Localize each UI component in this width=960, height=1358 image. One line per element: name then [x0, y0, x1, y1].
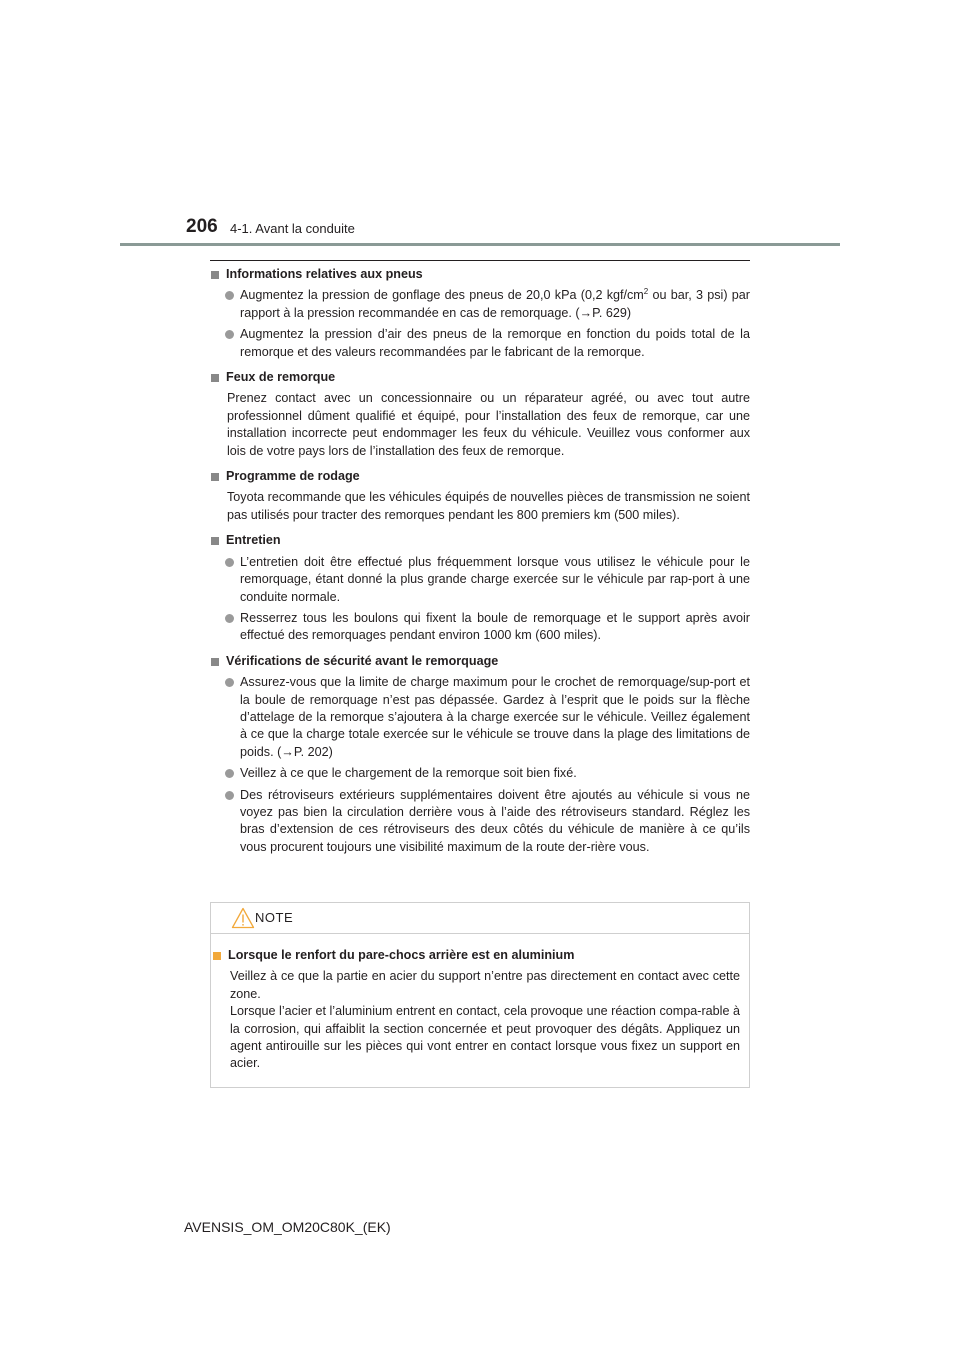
bullet-item: Assurez-vous que la limite de charge maximum pour le crochet de remorquage/sup-port et la boule de remorquage n’est pas dépassée. Gardez à l’esprit que le poids sur la flèche d’attelage de la remorque s’ajoutera à la charge exercée sur le véhicule. Veillez également à ce que la charge totale exercée sur le véhicule se trouve dans la plage des limitations de poids. (→P. 202) [210, 674, 750, 761]
dot-bullet-icon [225, 330, 234, 339]
dot-bullet-icon [225, 678, 234, 687]
section-paragraph: Prenez contact avec un concessionnaire ou un réparateur agréé, ou avec tout autre professionnel dûment qualifié et équipé, pour l’installation des feux de remorque, car une installation incorrecte peut endommager les feux du véhicule. Veuillez vous conformer aux lois de votre pays lors de l’installation des feux de remorque. [227, 391, 750, 458]
bullet-item: L’entretien doit être effectué plus fréquemment lorsque vous utilisez le véhicule pour le remorquage, étant donné la plus grande charge exercée sur le véhicule par rap-port à une conduite normale. [210, 554, 750, 606]
note-box [210, 902, 750, 1088]
dot-bullet-icon [225, 614, 234, 623]
section-heading: Entretien [210, 532, 750, 549]
page-number: 206 [186, 216, 218, 237]
section-trailer-lights [210, 369, 750, 460]
square-bullet-icon [211, 271, 219, 279]
header-rule [120, 243, 840, 246]
dot-bullet-icon [225, 291, 234, 300]
dot-bullet-icon [225, 791, 234, 800]
dot-bullet-icon [225, 769, 234, 778]
warning-triangle-icon [231, 907, 255, 929]
square-bullet-icon [211, 537, 219, 545]
section-paragraph: Toyota recommande que les véhicules équipés de nouvelles pièces de transmission ne soient pas utilisés pour tracter des remorques pendant les 800 premiers km (500 miles). [227, 490, 750, 522]
note-paragraph: Veillez à ce que la partie en acier du support n’entre pas directement en contact avec cette zone. [230, 969, 740, 1001]
section-break-in [210, 468, 750, 524]
dot-bullet-icon [225, 558, 234, 567]
bullet-item: Veillez à ce que le chargement de la remorque soit bien fixé. [210, 765, 750, 782]
section-tyres [210, 266, 750, 361]
section-title: 4-1. Avant la conduite [230, 221, 355, 236]
square-bullet-icon [211, 658, 219, 666]
bullet-item: Augmentez la pression de gonflage des pneus de 20,0 kPa (0,2 kgf/$cm^2$ ou bar, 3 psi) par rapport à la pression recommandée en cas de remorquage. (→P. 629) [210, 287, 750, 322]
square-bullet-icon [211, 374, 219, 382]
note-title: NOTE [255, 910, 294, 925]
note-heading: Lorsque le renfort du pare-chocs arrière est en aluminium [212, 947, 740, 964]
section-maintenance [210, 532, 750, 644]
note-body [211, 934, 749, 1073]
bullet-item: Resserrez tous les boulons qui fixent la boule de remorquage et le support après avoir effectué des remorquages pendant environ 1000 km (600 miles). [210, 610, 750, 645]
square-bullet-icon [213, 952, 221, 960]
square-bullet-icon [211, 473, 219, 481]
bullet-item: Augmentez la pression d’air des pneus de la remorque en fonction du poids total de la remorque et des valeurs recommandées par le fabricant de la remorque. [210, 326, 750, 361]
content-rule [210, 260, 750, 261]
note-header [211, 903, 749, 934]
bullet-item: Des rétroviseurs extérieurs supplémentaires doivent être ajoutés au véhicule si vous ne voyez pas bien la circulation derrière vous à l’aide des rétroviseurs standard. Réglez les bras d’extension de ces rétroviseurs des deux côtés du véhicule de manière à ce qu’ils vous procurent toujours une visibilité maximum de la route der-rière vous. [210, 787, 750, 857]
section-heading: Informations relatives aux pneus [210, 266, 750, 283]
footer-code: AVENSIS_OM_OM20C80K_(EK) [184, 1219, 391, 1235]
content [210, 266, 750, 864]
section-heading: Feux de remorque [210, 369, 750, 386]
section-heading: Programme de rodage [210, 468, 750, 485]
note-paragraph: Lorsque l’acier et l’aluminium entrent en contact, cela provoque une réaction compa-rable à la corrosion, qui affaiblit la section concernée et peut provoquer des dégâts. Appliquez un agent antirouille sur les pièces qui vont entrer en contact lorsque vous fixez un support en acier. [230, 1004, 740, 1071]
section-heading: Vérifications de sécurité avant le remorquage [210, 653, 750, 670]
section-safety-checks [210, 653, 750, 856]
